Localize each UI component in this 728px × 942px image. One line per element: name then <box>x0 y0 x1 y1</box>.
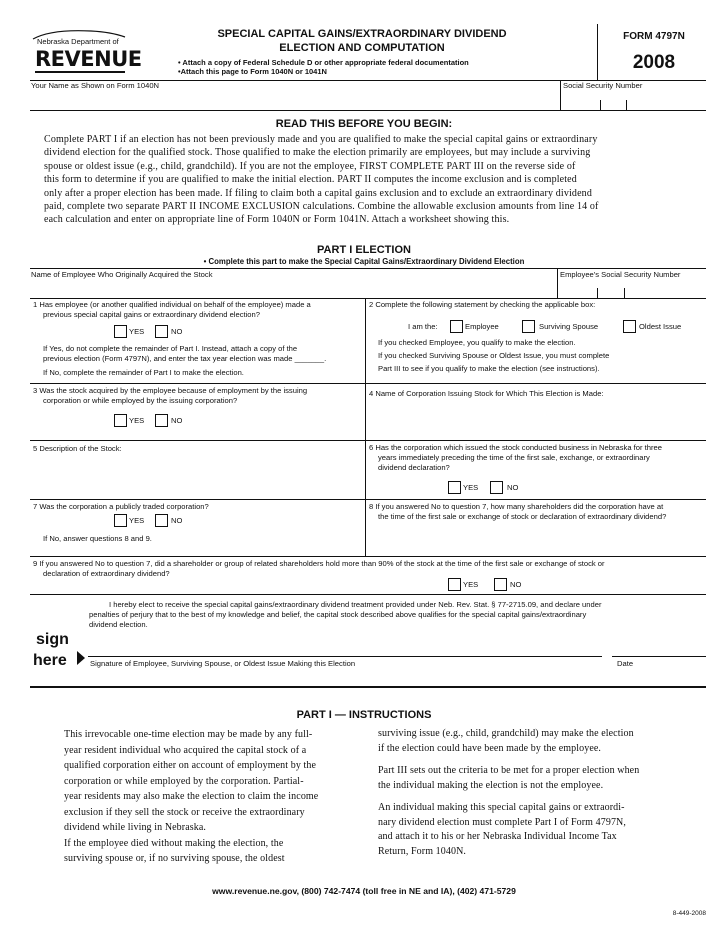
instruction-line: corporation or while employed by the corporation. Partial- <box>64 775 304 787</box>
q3-text-1: 3 Was the stock acquired by the employee because of employment by the issuing <box>33 386 308 395</box>
q9-no-label: NO <box>510 580 522 589</box>
date-label: Date <box>617 659 634 668</box>
q2-spouse-checkbox[interactable] <box>522 320 535 333</box>
employee-name-label: Name of Employee Who Originally Acquired the Stock <box>31 270 213 279</box>
instruction-line: surviving issue (e.g., child, grandchild) may make the election <box>378 728 634 739</box>
instructions-left-column <box>64 727 354 867</box>
q9-text-2: declaration of extraordinary dividend? <box>43 569 170 578</box>
instruction-line: If the employee died without making the election, the <box>64 837 284 849</box>
instructions-right-column <box>378 727 698 859</box>
q1-no-label: NO <box>171 327 183 336</box>
instruction-line: dividend while living in Nebraska. <box>64 822 206 833</box>
q6-text-2: years immediately preceding the time of the first sale, exchange, or extraordinary <box>378 453 650 462</box>
instruction-line: qualified corporation either on account of employment by the <box>64 760 317 771</box>
q2-text: 2 Complete the following statement by checking the applicable box: <box>369 300 596 309</box>
q3-yes-label: YES <box>129 416 145 425</box>
sign-label: sign <box>36 631 69 648</box>
taxpayer-name-field[interactable] <box>30 90 560 108</box>
q3-text-2: corporation or while employed by the issuing corporation? <box>43 396 238 405</box>
taxpayer-ssn-field[interactable] <box>561 90 706 108</box>
q8-shareholders-field[interactable] <box>366 524 706 554</box>
instruction-line: Return, Form 1040N. <box>378 845 467 857</box>
instruction-line: exclusion if they sell the stock or receive the extraordinary <box>64 806 305 818</box>
footer-form-code: 8-449-2008 <box>672 910 706 917</box>
q7-text: 7 Was the corporation a publicly traded corporation? <box>33 502 209 511</box>
instruction-line: surviving spouse or, if no surviving spouse, the oldest <box>64 853 285 864</box>
q5-description-field[interactable] <box>30 455 364 495</box>
q7-no-label: NO <box>171 516 183 525</box>
instruction-line: nary dividend election must complete Part I of Form 4797N, <box>378 816 626 828</box>
declaration-line-2: penalties of perjury that to the best of my knowledge and belief, the capital stock described above qualifies for the special capital gains/extraordinary <box>89 610 587 619</box>
intro-line: spouse or oldest issue (e.g., child, grandchild). If you are not the employee, FIRST COMPLETE PART III on the reverse side of <box>44 160 576 172</box>
q1-no-checkbox[interactable] <box>155 325 168 338</box>
logo-swoosh-icon <box>31 27 127 41</box>
q1-ifyes-1: If Yes, do not complete the remainder of Part I. Instead, attach a copy of the <box>43 344 298 353</box>
form-title-line2: ELECTION AND COMPUTATION <box>279 42 445 54</box>
q3-no-checkbox[interactable] <box>155 414 168 427</box>
intro-line: paid, complete two separate PART II INCOME EXCLUSION calculations. Combine the allowable exclusion amounts from line 14 of <box>44 201 599 213</box>
q2-iam-label: I am the: <box>408 322 438 331</box>
q2-spouse-label: Surviving Spouse <box>539 322 599 331</box>
here-label: here <box>33 652 67 669</box>
instruction-line: This irrevocable one-time election may be made by any full- <box>64 729 313 740</box>
q7-ifno: If No, answer questions 8 and 9. <box>43 534 152 543</box>
q1-text-2: previous special capital gains or extraordinary dividend election? <box>43 310 260 319</box>
q2-employee-label: Employee <box>465 322 499 331</box>
instruction-line: and attach it to his or her Nebraska Individual Income Tax <box>378 831 617 842</box>
declaration-line-1: I hereby elect to receive the special capital gains/extraordinary dividend treatment provided under Neb. Rev. Stat. § 77-2715.09, and declare under <box>109 600 602 609</box>
intro-line: only after a proper election has been made. If filing to claim both a capital gains exclusion and to exclude an extraordinary dividend <box>44 187 592 199</box>
q2-note-3: Part III to see if you qualify to make the election (see instructions). <box>378 364 600 373</box>
intro-text <box>44 133 694 227</box>
q7-no-checkbox[interactable] <box>155 514 168 527</box>
q2-issue-label: Oldest Issue <box>639 322 682 331</box>
declaration-line-3: dividend election. <box>89 620 148 629</box>
instruction-line: year residents may also make the election to claim the income <box>64 791 319 802</box>
q7-yes-label: YES <box>129 516 145 525</box>
intro-line: each calculation and enter on appropriate line of Form 1040N or Form 1041N. Attach a worksheet showing this. <box>44 214 510 226</box>
q1-ifyes-2: previous election (Form 4797N), and enter the tax year election was made _______. <box>43 354 327 363</box>
q2-issue-checkbox[interactable] <box>623 320 636 333</box>
q9-no-checkbox[interactable] <box>494 578 507 591</box>
intro-heading: READ THIS BEFORE YOU BEGIN: <box>275 118 453 130</box>
form-title-line1: SPECIAL CAPITAL GAINS/EXTRAORDINARY DIVIDEND <box>217 28 507 40</box>
instruction-line: An individual making this special capital gains or extraordi- <box>378 802 625 813</box>
q3-no-label: NO <box>171 416 183 425</box>
instructions-title: PART I — INSTRUCTIONS <box>296 709 432 721</box>
q2-note-1: If you checked Employee, you qualify to make the election. <box>378 338 576 347</box>
q2-note-2: If you checked Surviving Spouse or Oldest Issue, you must complete <box>378 351 610 360</box>
q6-no-checkbox[interactable] <box>490 481 503 494</box>
q9-text-1: 9 If you answered No to question 7, did a shareholder or group of related shareholders hold more than 90% of the stock at the time of the first sale or exchange of stock or <box>33 559 605 568</box>
intro-line: Complete PART I if an election has not been previously made and you are qualified to make the special capital gains or extraordinary <box>44 134 598 145</box>
sign-arrow-icon <box>76 650 86 666</box>
q1-ifno: If No, complete the remainder of Part I to make the election. <box>43 368 244 377</box>
date-field[interactable] <box>612 630 706 657</box>
employee-name-field[interactable] <box>30 280 557 298</box>
intro-line: this form to determine if you are qualified to make the initial election. PART II computes the income exclusion and is completed <box>44 174 577 186</box>
logo-dept-name: Nebraska Department of <box>37 37 119 46</box>
q6-text-1: 6 Has the corporation which issued the stock conducted business in Nebraska for three <box>369 443 662 452</box>
q4-text: 4 Name of Corporation Issuing Stock for Which This Election is Made: <box>369 389 604 398</box>
intro-line: dividend election for the qualified stock. Those qualified to make the election primarily are employees, but may include a surviving <box>44 147 591 159</box>
q5-text: 5 Description of the Stock: <box>33 444 122 453</box>
signature-label: Signature of Employee, Surviving Spouse, or Oldest Issue Making this Election <box>90 659 356 668</box>
instruction-line: if the election could have been made by the employee. <box>378 742 601 754</box>
q6-text-3: dividend declaration? <box>378 463 450 472</box>
form-number: FORM 4797N <box>623 31 685 42</box>
instruction-line: Part III sets out the criteria to be met for a proper election when <box>378 765 640 776</box>
q1-yes-checkbox[interactable] <box>114 325 127 338</box>
instruction-line: year resident individual who acquired the capital stock of a <box>64 744 307 756</box>
q6-yes-checkbox[interactable] <box>448 481 461 494</box>
attach-note-1: • Attach a copy of Federal Schedule D or other appropriate federal documentation <box>178 58 469 67</box>
q6-no-label: NO <box>507 483 519 492</box>
part1-subtitle: • Complete this part to make the Special Capital Gains/Extraordinary Dividend Election <box>203 257 525 266</box>
q8-text-1: 8 If you answered No to question 7, how many shareholders did the corporation have at <box>369 502 664 511</box>
tax-year: 2008 <box>632 52 676 73</box>
q4-corporation-field[interactable] <box>366 400 706 438</box>
q9-yes-checkbox[interactable] <box>448 578 461 591</box>
attach-note-2: •Attach this page to Form 1040N or 1041N <box>178 67 327 76</box>
employee-ssn-label: Employee's Social Security Number <box>560 270 681 279</box>
q3-yes-checkbox[interactable] <box>114 414 127 427</box>
taxpayer-name-label: Your Name as Shown on Form 1040N <box>31 81 160 90</box>
signature-field[interactable] <box>88 630 602 657</box>
q8-text-2: the time of the first sale or exchange of stock or declaration of extraordinary dividend? <box>378 512 667 521</box>
employee-ssn-field[interactable] <box>558 280 706 298</box>
logo-wordmark: REVENUE <box>35 47 142 71</box>
q7-yes-checkbox[interactable] <box>114 514 127 527</box>
q9-yes-label: YES <box>463 580 479 589</box>
instruction-line: the individual making the election is not the employee. <box>378 779 604 791</box>
q1-yes-label: YES <box>129 327 145 336</box>
logo <box>31 37 142 73</box>
q6-yes-label: YES <box>463 483 479 492</box>
part1-title: PART I ELECTION <box>317 244 411 256</box>
q1-text-1: 1 Has employee (or another qualified individual on behalf of the employee) made a <box>33 300 311 309</box>
q2-employee-checkbox[interactable] <box>450 320 463 333</box>
taxpayer-ssn-label: Social Security Number <box>563 81 643 90</box>
footer-contact: www.revenue.ne.gov, (800) 742-7474 (toll free in NE and IA), (402) 471-5729 <box>212 886 516 896</box>
